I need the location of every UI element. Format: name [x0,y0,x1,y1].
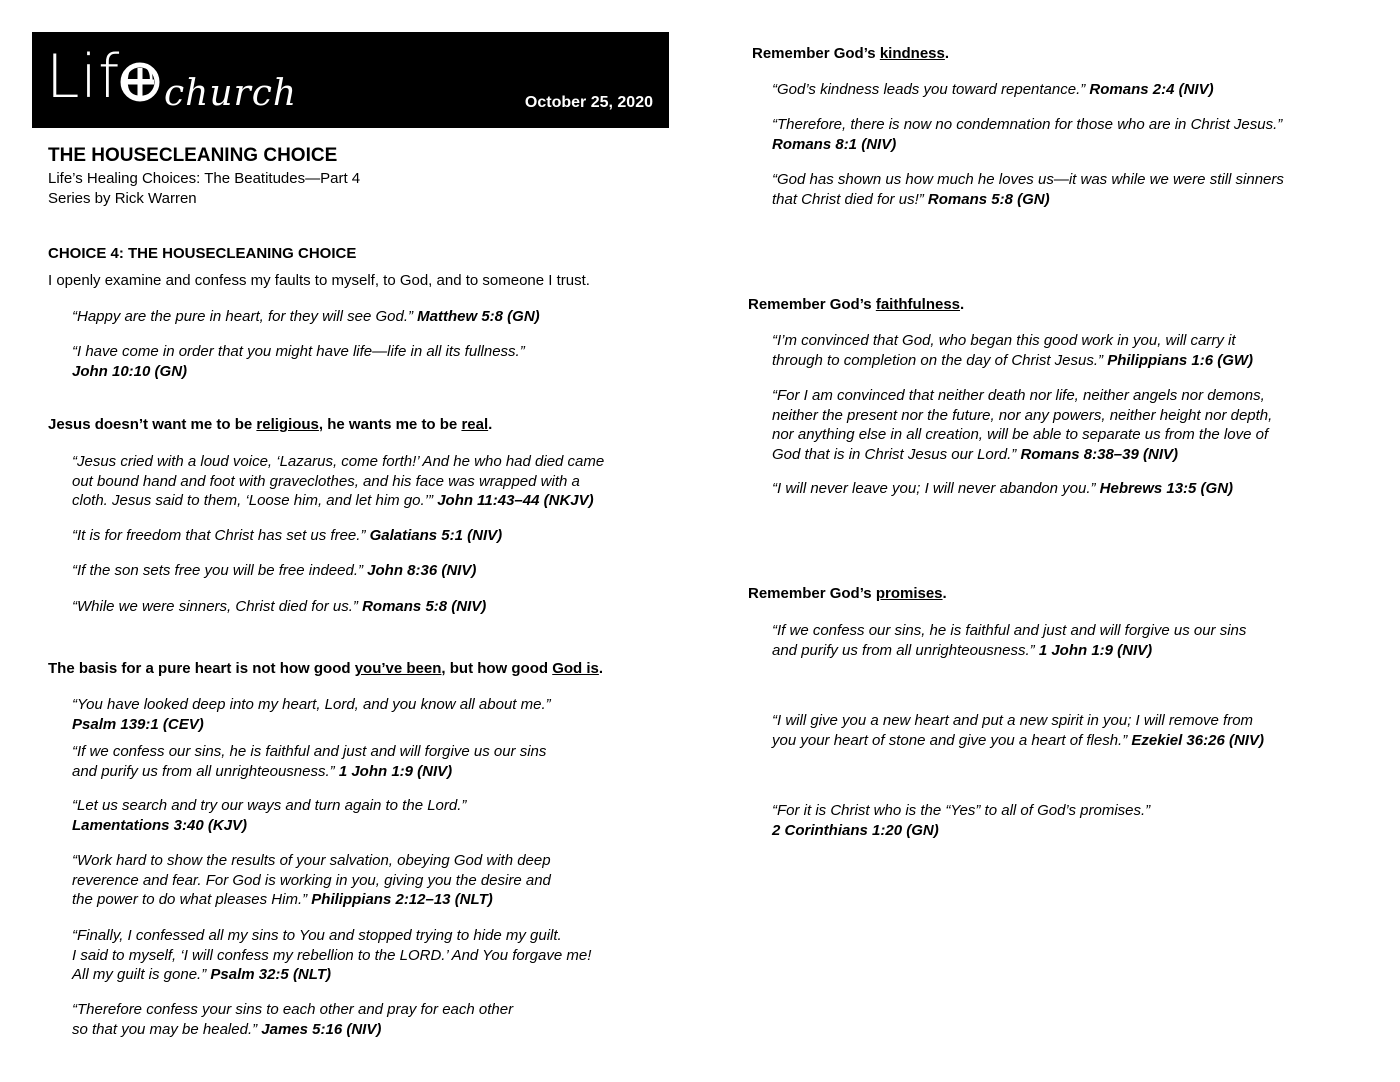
scripture-quote [72,851,652,910]
quote-text: “Finally, I confessed all my sins to You and stopped trying to hide my guilt. [72,927,562,944]
scripture-quote [772,711,1352,750]
quote-text: “You have looked deep into my heart, Lord, and you know all about me.” [72,696,551,713]
quote-text: “I will give you a new heart and put a new spirit in you; I will remove from [772,712,1254,729]
quote-line [772,115,1352,135]
scripture-quote [72,561,652,581]
quote-text: “God’s kindness leads you toward repentance.” [772,81,1090,98]
quote-text: “For I am convinced that neither death nor life, neither angels nor demons, [772,387,1265,404]
scripture-reference: Romans 2:4 (NIV) [1089,81,1214,98]
scripture-reference: Romans 8:38–39 (NIV) [1020,445,1178,463]
quote-line [72,472,652,492]
bulletin-date: October 25, 2020 [524,94,653,111]
scripture-quote [772,801,1352,840]
scripture-quote [772,80,1352,100]
quote-text: “Let us search and try our ways and turn again to the Lord.” [72,797,467,814]
scripture-quote [772,170,1352,209]
section-heading-real: Jesus doesn’t want me to be religious, he wants me to be real. [48,416,493,433]
quote-text: “Therefore confess your sins to each other and pray for each other [72,1001,514,1018]
quote-line [72,965,652,985]
section-heading-promises: Remember God’s promises. [748,585,947,602]
quote-text: I said to myself, ‘I will confess my rebellion to the LORD.’ And You forgave me! [72,946,592,964]
scripture-reference: Hebrews 13:5 (GN) [1099,480,1234,497]
quote-line [72,307,652,327]
quote-line [772,821,1352,841]
quote-line [772,135,1352,155]
scripture-quote [772,621,1352,660]
scripture-reference: John 11:43–44 (NKJV) [437,492,594,509]
scripture-reference: Romans 5:8 (GN) [927,190,1050,208]
quote-line [72,890,652,910]
quote-line [72,526,652,546]
quote-line [72,561,652,581]
scripture-reference: Galatians 5:1 (NIV) [369,527,503,544]
quote-text: God that is in Christ Jesus our Lord.” [772,445,1021,463]
quote-text: “It is for freedom that Christ has set us free.” [72,527,370,544]
quote-line [772,711,1352,731]
scripture-reference: Ezekiel 36:26 (NIV) [1131,731,1264,749]
quote-line [72,871,652,891]
logo-church-text: church [164,73,298,114]
scripture-reference: John 8:36 (NIV) [367,562,477,579]
quote-line [72,597,652,617]
quote-line [72,926,652,946]
quote-line [772,801,1352,821]
scripture-quote [772,386,1352,464]
scripture-quote [772,479,1352,499]
quote-line [72,1000,652,1020]
scripture-reference: Lamentations 3:40 (KJV) [72,816,248,834]
quote-line [772,641,1352,661]
quote-text: “For it is Christ who is the “Yes” to all of God’s promises.” [772,802,1151,819]
series-author: Series by Rick Warren [48,190,197,207]
scripture-quote [72,597,652,617]
scripture-quote [72,526,652,546]
quote-line [72,715,652,735]
quote-text: “While we were sinners, Christ died for us.” [72,598,363,615]
quote-line [72,851,652,871]
scripture-reference: 1 John 1:9 (NIV) [338,762,453,780]
quote-line [772,731,1352,751]
quote-line [772,331,1352,351]
quote-line [72,695,652,715]
choice-statement: I openly examine and confess my faults to myself, to God, and to someone I trust. [48,272,590,289]
page-title: THE HOUSECLEANING CHOICE [48,145,338,166]
scripture-reference: 1 John 1:9 (NIV) [1038,641,1153,659]
quote-line [72,491,652,511]
quote-line [772,386,1352,406]
scripture-reference: Psalm 139:1 (CEV) [72,715,204,733]
scripture-quote [72,742,652,781]
quote-line [772,621,1352,641]
quote-line [772,351,1352,371]
quote-line [72,816,652,836]
quote-text: “Therefore, there is now no condemnation for those who are in Christ Jesus.” [772,116,1283,133]
quote-text: out bound hand and foot with graveclothes, and his face was wrapped with a [72,472,580,490]
scripture-quote [72,695,652,734]
quote-text: “Jesus cried with a loud voice, ‘Lazarus, come forth!’ And he who had died came [72,453,605,470]
quote-line [72,762,652,782]
quote-text: “Work hard to show the results of your salvation, obeying God with deep [72,852,551,869]
quote-text: you your heart of stone and give you a heart of flesh.” [772,731,1132,749]
scripture-quote [72,796,652,835]
section-heading-kindness: Remember God’s kindness. [752,45,950,62]
scripture-reference: Matthew 5:8 (GN) [417,308,540,325]
scripture-quote [72,307,652,327]
quote-text: that Christ died for us!” [772,190,928,208]
quote-text: “I’m convinced that God, who began this good work in you, will carry it [772,332,1236,349]
quote-line [72,342,652,362]
series-name: Life’s Healing Choices: The Beatitudes—Part 4 [48,170,361,187]
quote-line [72,742,652,762]
quote-line [72,946,652,966]
scripture-quote [772,115,1352,154]
quote-text: reverence and fear. For God is working in you, giving you the desire and [72,871,551,889]
scripture-reference: 2 Corinthians 1:20 (GN) [772,821,939,839]
scripture-quote [72,452,652,511]
quote-text: “Happy are the pure in heart, for they will see God.” [72,308,418,325]
quote-text: through to completion on the day of Christ Jesus.” [772,351,1108,369]
scripture-reference: Philippians 1:6 (GW) [1107,351,1254,369]
scripture-reference: John 10:10 (GN) [72,362,188,380]
scripture-reference: Romans 5:8 (NIV) [362,598,487,615]
quote-text: “God has shown us how much he loves us—it was while we were still sinners [772,171,1284,188]
quote-text: nor anything else in all creation, will be able to separate us from the love of [772,426,1269,443]
scripture-reference: Psalm 32:5 (NLT) [210,966,331,983]
section-heading-faithfulness: Remember God’s faithfulness. [748,296,965,313]
quote-text: “I will never leave you; I will never abandon you.” [772,480,1100,497]
choice-heading: CHOICE 4: THE HOUSECLEANING CHOICE [48,245,357,262]
quote-line [772,445,1352,465]
quote-text: All my guilt is gone.” [72,966,211,983]
quote-text: so that you may be healed.” [72,1020,262,1038]
scripture-reference: Romans 8:1 (NIV) [772,135,897,153]
quote-line [772,425,1352,445]
scripture-reference: Philippians 2:12–13 (NLT) [311,891,493,908]
quote-text: the power to do what pleases Him.” [72,891,312,908]
quote-text: neither the present nor the future, nor any powers, neither height nor depth, [772,406,1273,424]
quote-line [72,362,652,382]
quote-line [772,190,1352,210]
quote-line [772,170,1352,190]
scripture-quote [72,342,652,381]
scripture-reference: James 5:16 (NIV) [261,1020,382,1038]
quote-line [72,452,652,472]
logo-life-text: Life [46,42,159,112]
quote-line [772,479,1352,499]
scripture-quote [72,1000,652,1039]
quote-text: and purify us from all unrighteousness.” [772,641,1039,659]
quote-text: “If we confess our sins, he is faithful and just and will forgive us our sins [772,622,1247,639]
quote-text: “If the son sets free you will be free indeed.” [72,562,368,579]
quote-line [72,796,652,816]
section-heading-basis: The basis for a pure heart is not how good you’ve been, but how good God is. [48,660,604,677]
header-bar [32,32,669,128]
quote-text: “If we confess our sins, he is faithful and just and will forgive us our sins [72,743,547,760]
quote-text: and purify us from all unrighteousness.” [72,762,339,780]
quote-line [72,1020,652,1040]
quote-text: cloth. Jesus said to them, ‘Loose him, and let him go.’” [72,492,438,509]
quote-text: “I have come in order that you might have life—life in all its fullness.” [72,343,525,360]
scripture-quote [772,331,1352,370]
plus-icon [120,62,160,102]
scripture-quote [72,926,652,985]
quote-line [772,80,1352,100]
quote-line [772,406,1352,426]
